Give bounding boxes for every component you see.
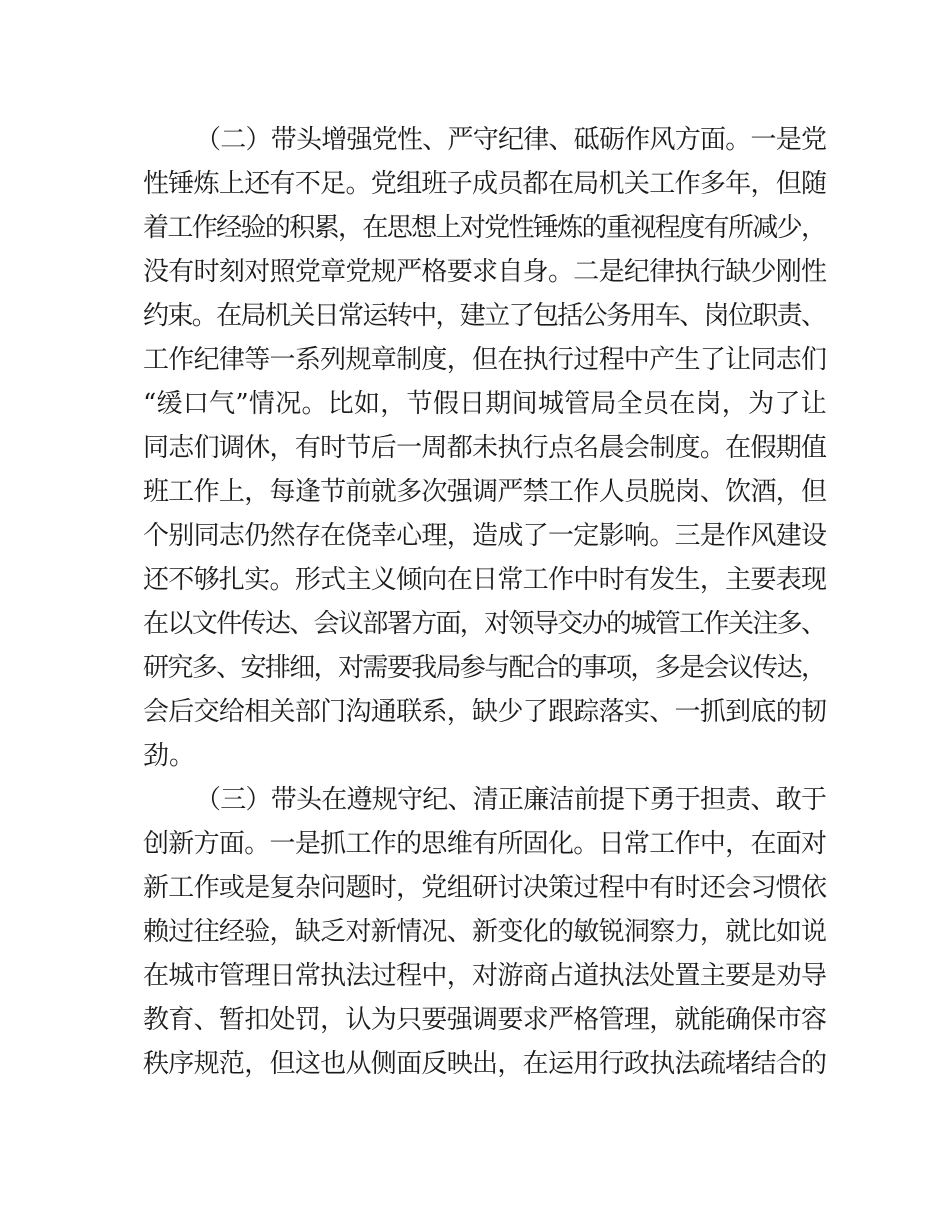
text-line: 劲。	[143, 741, 196, 771]
text-line: 工作纪律等一系列规章制度，但在执行过程中产生了让同志们	[143, 345, 827, 375]
text-line: 在城市管理日常执法过程中，对游商占道执法处置主要是劝导	[143, 961, 827, 991]
text-line: 研究多、安排细，对需要我局参与配合的事项，多是会议传达，	[143, 653, 826, 683]
text-line: 秩序规范，但这也从侧面反映出，在运用行政执法疏堵结合的	[143, 1049, 827, 1079]
text-line: 创新方面。一是抓工作的思维有所固化。日常工作中，在面对	[143, 829, 827, 859]
text-line: 班工作上，每逢节前就多次强调严禁工作人员脱岗、饮酒，但	[143, 477, 827, 507]
text-line: 同志们调休，有时节后一周都未执行点名晨会制度。在假期值	[143, 433, 827, 463]
text-line: 约束。在局机关日常运转中，建立了包括公务用车、岗位职责、	[143, 301, 826, 331]
text-line: 着工作经验的积累，在思想上对党性锤炼的重视程度有所减少，	[143, 213, 826, 243]
text-line: 赖过往经验，缺乏对新情况、新变化的敏锐洞察力，就比如说	[143, 917, 827, 947]
text-line: 新工作或是复杂问题时，党组研讨决策过程中有时还会习惯依	[143, 873, 827, 903]
text-line: （二）带头增强党性、严守纪律、砥砺作风方面。一是党	[195, 125, 827, 155]
text-line: 会后交给相关部门沟通联系，缺少了跟踪落实、一抓到底的韧	[143, 697, 827, 727]
text-line: “缓口气”情况。比如，节假日期间城管局全员在岗，为了让	[143, 389, 827, 419]
text-line: 在以文件传达、会议部署方面，对领导交办的城管工作关注多、	[143, 609, 826, 639]
text-line: 没有时刻对照党章党规严格要求自身。二是纪律执行缺少刚性	[143, 257, 827, 287]
text-line: 性锤炼上还有不足。党组班子成员都在局机关工作多年，但随	[143, 169, 827, 199]
text-line: （三）带头在遵规守纪、清正廉洁前提下勇于担责、敢于	[195, 785, 827, 815]
text-line: 还不够扎实。形式主义倾向在日常工作中时有发生，主要表现	[143, 565, 827, 595]
text-line: 教育、暂扣处罚，认为只要强调要求严格管理，就能确保市容	[143, 1005, 827, 1035]
text-line: 个别同志仍然存在侥幸心理，造成了一定影响。三是作风建设	[143, 521, 827, 551]
